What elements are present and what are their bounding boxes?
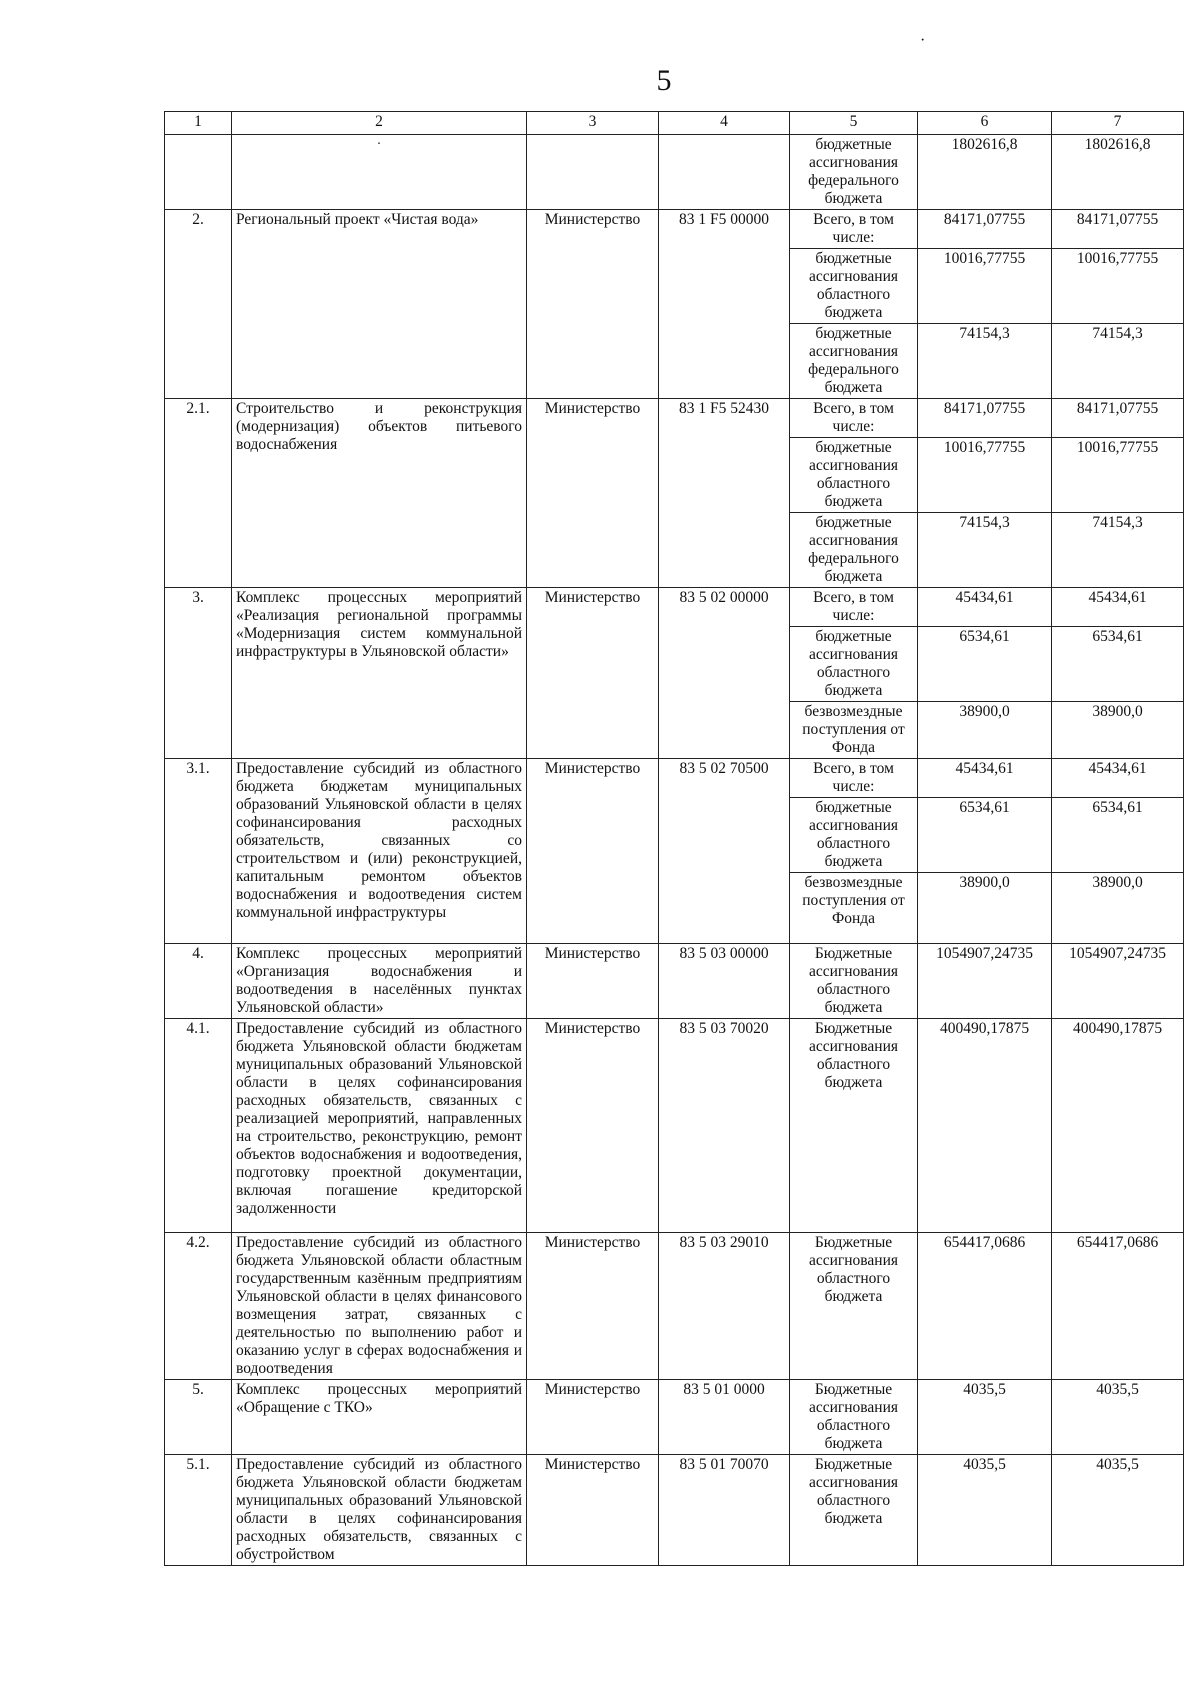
amount-cell: 6534,61 [918, 798, 1052, 873]
amount-cell: 10016,77755 [1052, 438, 1184, 513]
item-name-cell [232, 135, 527, 210]
funding-source-cell: Всего, в том числе: [790, 588, 918, 627]
budget-code-cell: 83 1 F5 52430 [659, 399, 790, 588]
amount-cell: 45434,61 [1052, 759, 1184, 798]
amount-cell: 45434,61 [918, 588, 1052, 627]
item-number-cell: 5. [165, 1380, 232, 1455]
funding-source-cell: бюджетные ассигнования федерального бюджета [790, 135, 918, 210]
amount-cell: 4035,5 [918, 1380, 1052, 1455]
item-name-cell: Предоставление субсидий из областного бюджета Ульяновской области областным государственным казённым предприятиям Ульяновской области в целях финансового возмещения затрат, связанных с деятельностью по выполнению работ и оказанию услуг в сферах водоснабжения и водоотведения [232, 1233, 527, 1380]
executor-cell: Министерство [527, 588, 659, 759]
scan-speck: · [920, 32, 926, 49]
budget-code-cell: 83 5 03 29010 [659, 1233, 790, 1380]
column-number-row [165, 112, 1184, 135]
column-header: 5 [790, 112, 918, 135]
item-number-cell: 4.2. [165, 1233, 232, 1380]
funding-source-cell: Всего, в том числе: [790, 759, 918, 798]
table-row [165, 1380, 1184, 1455]
funding-source-cell: бюджетные ассигнования федерального бюджета [790, 513, 918, 588]
amount-cell: 74154,3 [1052, 513, 1184, 588]
amount-cell: 4035,5 [1052, 1380, 1184, 1455]
amount-cell: 6534,61 [1052, 798, 1184, 873]
budget-code-cell: 83 5 01 70070 [659, 1455, 790, 1566]
item-name-cell: Предоставление субсидий из областного бюджета бюджетам муниципальных образований Ульяновской области в целях софинансирования расходных обязательств, связанных со строительством и (или) реконструкцией, капитальным ремонтом объектов водоснабжения и водоотведения систем коммунальной инфраструктуры [232, 759, 527, 944]
budget-table-wrap [164, 111, 1183, 1566]
executor-cell: Министерство [527, 210, 659, 399]
funding-source-cell: Бюджетные ассигнования областного бюджета [790, 1380, 918, 1455]
amount-cell: 10016,77755 [1052, 249, 1184, 324]
amount-cell: 84171,07755 [1052, 399, 1184, 438]
table-row [165, 210, 1184, 249]
executor-cell: Министерство [527, 1455, 659, 1566]
funding-source-cell: безвозмездные поступления от Фонда [790, 873, 918, 944]
amount-cell: 1802616,8 [918, 135, 1052, 210]
executor-cell: Министерство [527, 399, 659, 588]
executor-cell [527, 135, 659, 210]
funding-source-cell: Бюджетные ассигнования областного бюджета [790, 944, 918, 1019]
item-number-cell: 5.1. [165, 1455, 232, 1566]
item-name-cell: Комплекс процессных мероприятий «Организация водоснабжения и водоотведения в населённых пунктах Ульяновской области» [232, 944, 527, 1019]
amount-cell: 38900,0 [1052, 873, 1184, 944]
table-row [165, 759, 1184, 798]
column-header: 3 [527, 112, 659, 135]
item-name-cell: Строительство и реконструкция (модернизация) объектов питьевого водоснабжения [232, 399, 527, 588]
budget-code-cell: 83 5 02 70500 [659, 759, 790, 944]
amount-cell: 38900,0 [918, 873, 1052, 944]
executor-cell: Министерство [527, 1233, 659, 1380]
funding-source-cell: бюджетные ассигнования федерального бюджета [790, 324, 918, 399]
item-number-cell: 3.1. [165, 759, 232, 944]
amount-cell: 84171,07755 [918, 399, 1052, 438]
amount-cell: 74154,3 [1052, 324, 1184, 399]
item-number-cell: 2. [165, 210, 232, 399]
executor-cell: Министерство [527, 759, 659, 944]
budget-code-cell: 83 5 03 00000 [659, 944, 790, 1019]
budget-table [164, 111, 1184, 1566]
executor-cell: Министерство [527, 1019, 659, 1233]
amount-cell: 74154,3 [918, 324, 1052, 399]
item-number-cell: 4.1. [165, 1019, 232, 1233]
item-number-cell: 3. [165, 588, 232, 759]
item-name-cell: Предоставление субсидий из областного бюджета Ульяновской области бюджетам муниципальных образований Ульяновской области в целях софинансирования расходных обязательств, связанных с реализацией мероприятий, направленных на строительство, реконструкцию, ремонт объектов водоснабжения и водоотведения, подготовку проектной документации, включая погашение кредиторской задолженности [232, 1019, 527, 1233]
funding-source-cell: безвозмездные поступления от Фонда [790, 702, 918, 759]
amount-cell: 4035,5 [1052, 1455, 1184, 1566]
budget-code-cell: 83 5 02 00000 [659, 588, 790, 759]
table-body [165, 135, 1184, 1566]
amount-cell: 1054907,24735 [918, 944, 1052, 1019]
amount-cell: 654417,0686 [918, 1233, 1052, 1380]
column-header: 1 [165, 112, 232, 135]
amount-cell: 74154,3 [918, 513, 1052, 588]
budget-code-cell: 83 5 01 0000 [659, 1380, 790, 1455]
amount-cell: 38900,0 [918, 702, 1052, 759]
funding-source-cell: бюджетные ассигнования областного бюджета [790, 798, 918, 873]
executor-cell: Министерство [527, 1380, 659, 1455]
amount-cell: 1054907,24735 [1052, 944, 1184, 1019]
amount-cell: 10016,77755 [918, 249, 1052, 324]
item-name-cell: Комплекс процессных мероприятий «Реализация региональной программы «Модернизация систем коммунальной инфраструктуры в Ульяновской области» [232, 588, 527, 759]
table-row [165, 135, 1184, 210]
table-row [165, 944, 1184, 1019]
funding-source-cell: Всего, в том числе: [790, 399, 918, 438]
funding-source-cell: бюджетные ассигнования областного бюджета [790, 627, 918, 702]
item-name-cell: Региональный проект «Чистая вода» [232, 210, 527, 399]
table-row [165, 1019, 1184, 1233]
amount-cell: 1802616,8 [1052, 135, 1184, 210]
table-row [165, 1455, 1184, 1566]
page-number: 5 [656, 64, 672, 97]
item-number-cell [165, 135, 232, 210]
funding-source-cell: Всего, в том числе: [790, 210, 918, 249]
executor-cell: Министерство [527, 944, 659, 1019]
funding-source-cell: бюджетные ассигнования областного бюджета [790, 249, 918, 324]
budget-code-cell: 83 5 03 70020 [659, 1019, 790, 1233]
column-header: 4 [659, 112, 790, 135]
amount-cell: 84171,07755 [1052, 210, 1184, 249]
item-number-cell: 4. [165, 944, 232, 1019]
amount-cell: 38900,0 [1052, 702, 1184, 759]
amount-cell: 400490,17875 [1052, 1019, 1184, 1233]
column-header: 2 [232, 112, 527, 135]
funding-source-cell: бюджетные ассигнования областного бюджета [790, 438, 918, 513]
amount-cell: 6534,61 [1052, 627, 1184, 702]
amount-cell: 6534,61 [918, 627, 1052, 702]
item-name-cell: Комплекс процессных мероприятий «Обращение с ТКО» [232, 1380, 527, 1455]
amount-cell: 654417,0686 [1052, 1233, 1184, 1380]
column-header: 7 [1052, 112, 1184, 135]
scan-speck: . [377, 133, 381, 148]
amount-cell: 10016,77755 [918, 438, 1052, 513]
funding-source-cell: Бюджетные ассигнования областного бюджета [790, 1019, 918, 1233]
item-number-cell: 2.1. [165, 399, 232, 588]
table-row [165, 1233, 1184, 1380]
amount-cell: 400490,17875 [918, 1019, 1052, 1233]
table-row [165, 399, 1184, 438]
amount-cell: 45434,61 [1052, 588, 1184, 627]
column-header: 6 [918, 112, 1052, 135]
amount-cell: 4035,5 [918, 1455, 1052, 1566]
amount-cell: 45434,61 [918, 759, 1052, 798]
item-name-cell: Предоставление субсидий из областного бюджета Ульяновской области бюджетам муниципальных образований Ульяновской области в целях софинансирования расходных обязательств, связанных с обустройством [232, 1455, 527, 1566]
amount-cell: 84171,07755 [918, 210, 1052, 249]
table-row [165, 588, 1184, 627]
funding-source-cell: Бюджетные ассигнования областного бюджета [790, 1455, 918, 1566]
funding-source-cell: Бюджетные ассигнования областного бюджета [790, 1233, 918, 1380]
budget-code-cell [659, 135, 790, 210]
budget-code-cell: 83 1 F5 00000 [659, 210, 790, 399]
